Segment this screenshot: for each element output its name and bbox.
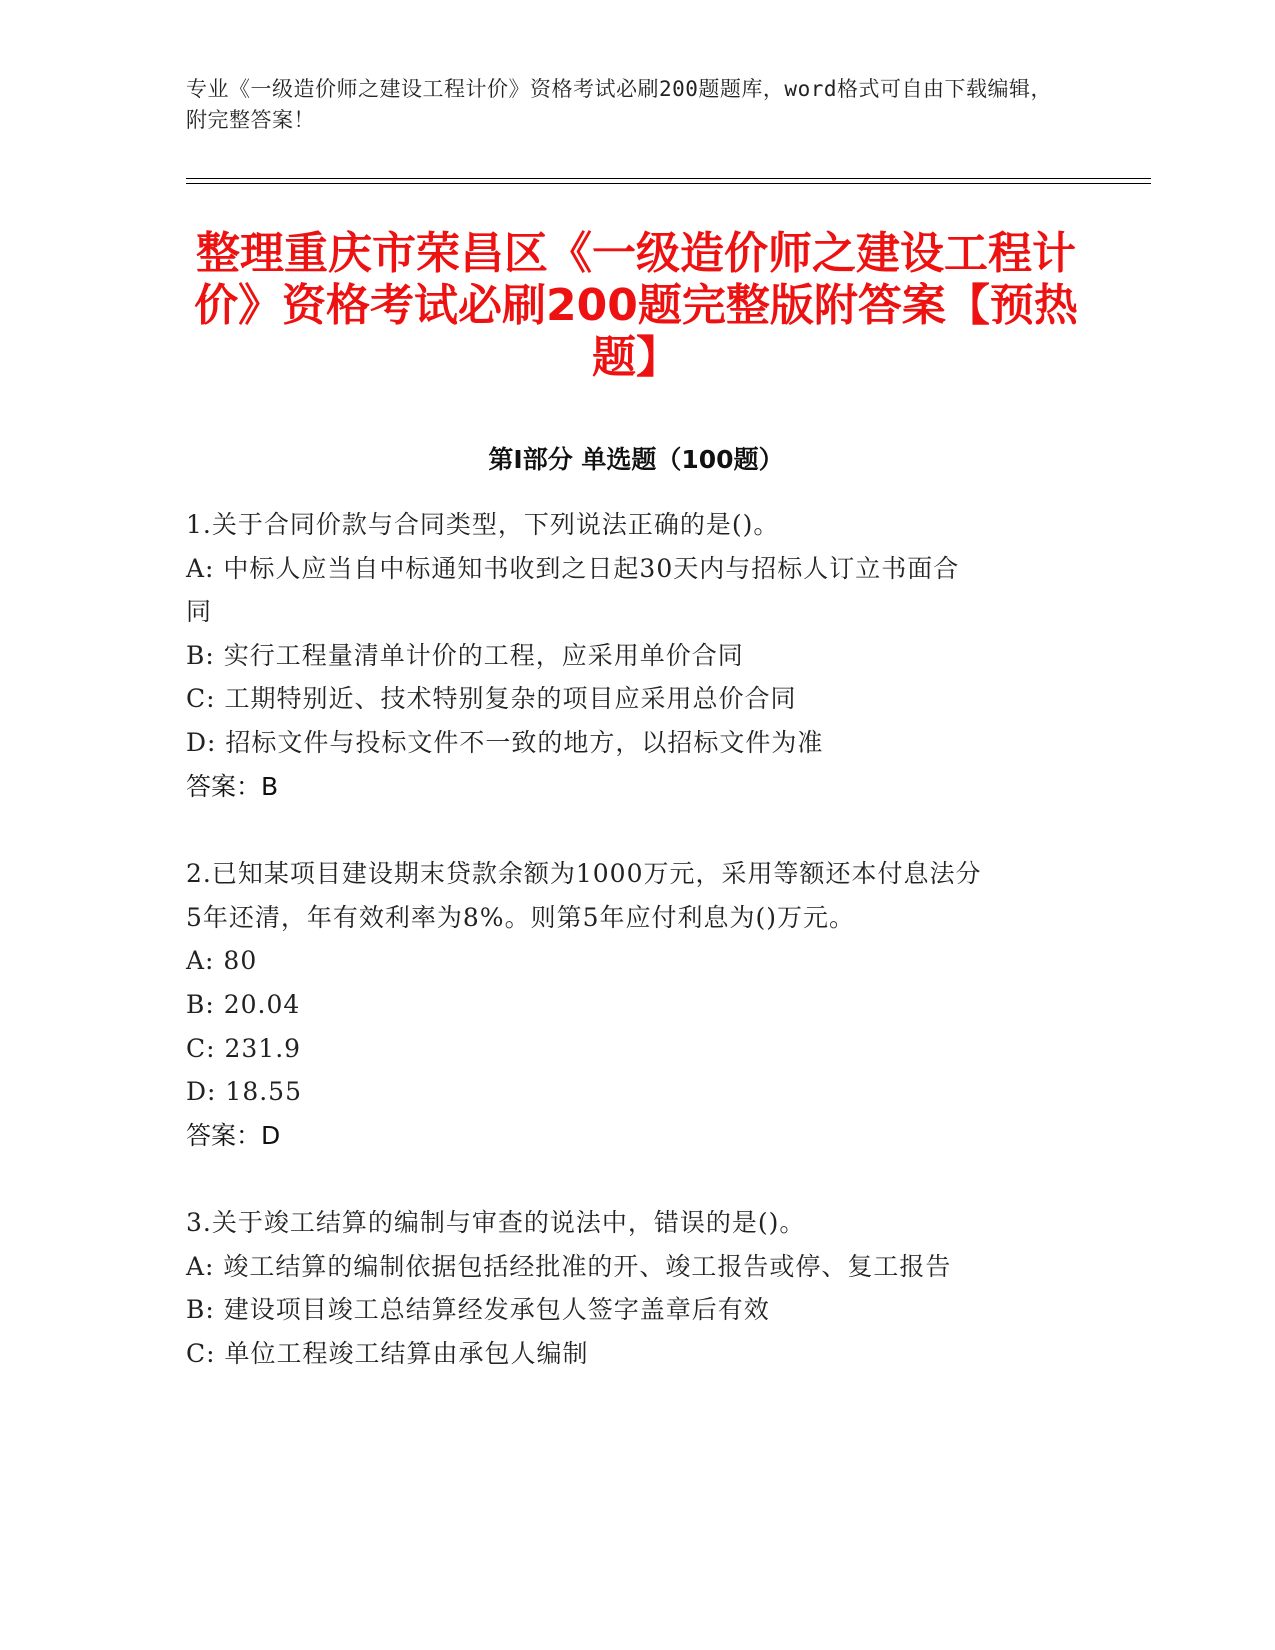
question-2-option-b: B: 20.04 (186, 990, 301, 1019)
question-1-option-a: A: 中标人应当自中标通知书收到之日起30天内与招标人订立书面合 (186, 554, 960, 583)
header-divider-top (186, 178, 1151, 179)
question-1-option-c: C: 工期特别近、技术特别复杂的项目应采用总价合同 (186, 684, 797, 713)
question-2-answer: 答案：D (186, 1121, 281, 1150)
header-divider-bottom (186, 183, 1151, 184)
question-2-option-d: D: 18.55 (186, 1077, 302, 1106)
question-3-stem: 3.关于竣工结算的编制与审查的说法中，错误的是()。 (186, 1208, 806, 1237)
question-2-option-a: A: 80 (186, 946, 258, 975)
question-3-option-c: C: 单位工程竣工结算由承包人编制 (186, 1339, 589, 1368)
header-note: 专业《一级造价师之建设工程计价》资格考试必刷200题题库，word格式可自由下载编辑，附完整答案！ (186, 77, 1052, 132)
question-1-answer: 答案：B (186, 772, 279, 801)
question-3-option-b: B: 建设项目竣工总结算经发承包人签字盖章后有效 (186, 1295, 770, 1324)
question-1-stem: 1.关于合同价款与合同类型，下列说法正确的是()。 (186, 510, 780, 539)
question-1-option-d: D: 招标文件与投标文件不一致的地方，以招标文件为准 (186, 728, 824, 757)
question-1-option-a-continued: 同 (186, 597, 213, 626)
section-title: 第Ⅰ部分 单选题（100题） (488, 445, 784, 474)
question-1-option-b: B: 实行工程量清单计价的工程，应采用单价合同 (186, 641, 744, 670)
document-title: 整理重庆市荣昌区《一级造价师之建设工程计价》资格考试必刷200题完整版附答案【预热题】 (194, 228, 1078, 383)
question-2-stem-continued: 5年还清，年有效利率为8%。则第5年应付利息为()万元。 (186, 903, 855, 932)
question-3-option-a: A: 竣工结算的编制依据包括经批准的开、竣工报告或停、复工报告 (186, 1252, 952, 1281)
question-2-option-c: C: 231.9 (186, 1034, 302, 1063)
question-2-stem: 2.已知某项目建设期末贷款余额为1000万元，采用等额还本付息法分 (186, 859, 982, 888)
